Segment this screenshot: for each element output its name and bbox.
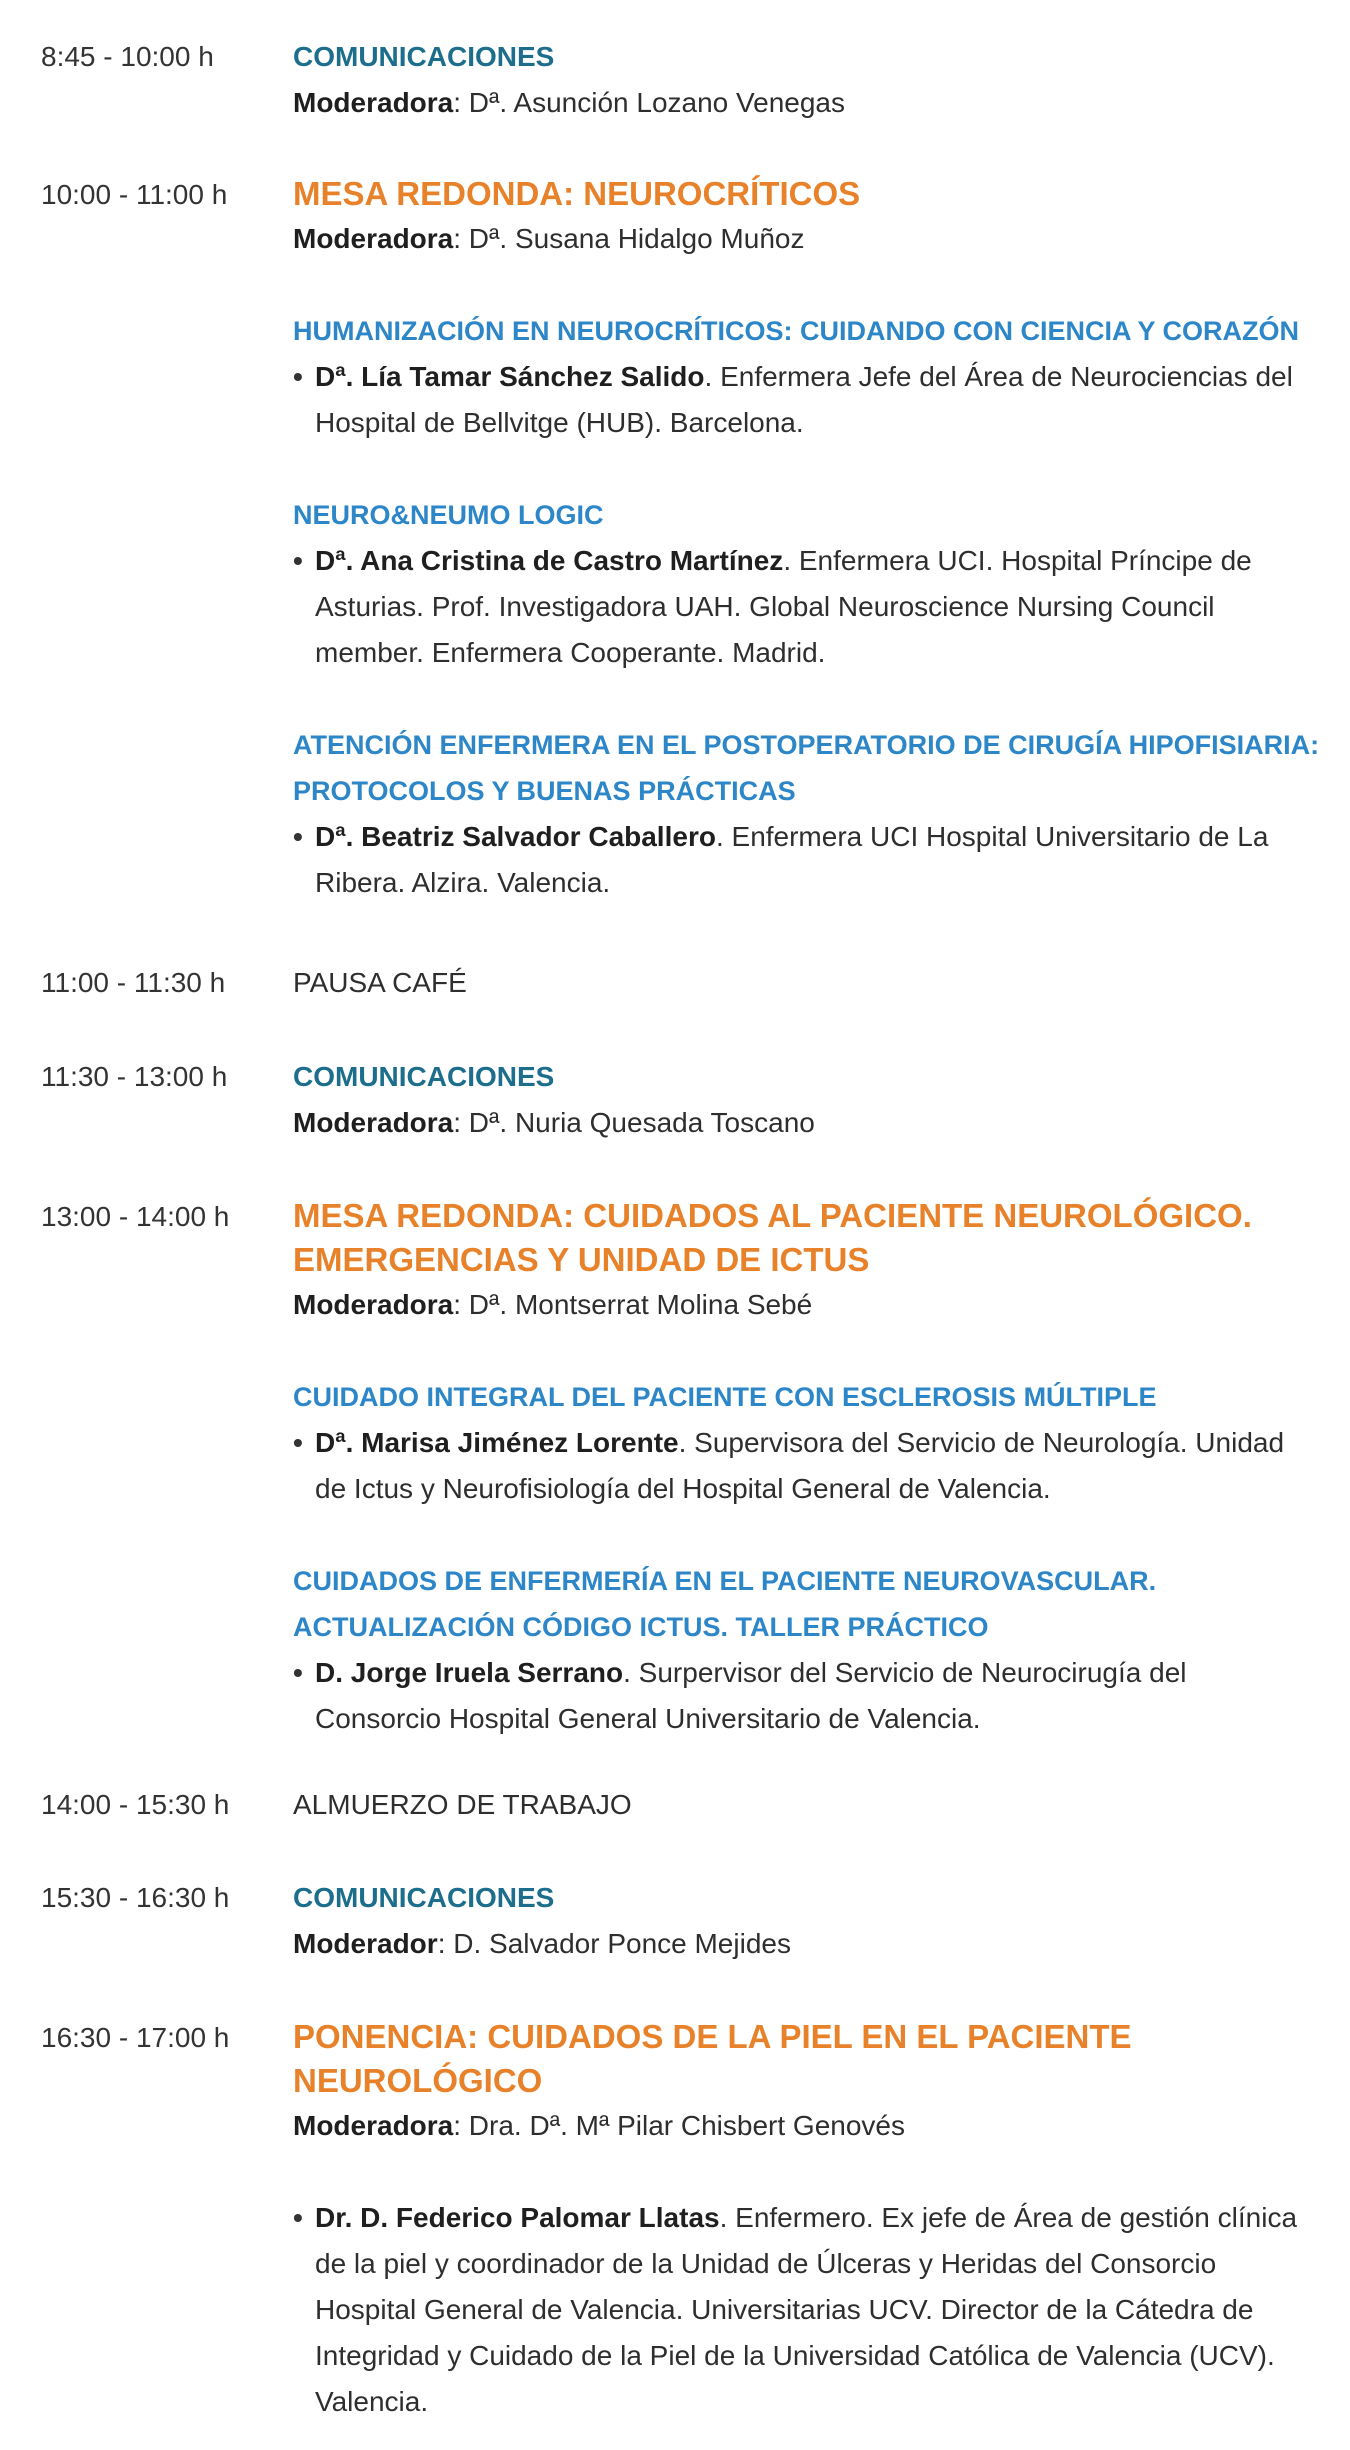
speaker: [293, 1650, 1323, 1742]
talk-title: ACTUALIZACIÓN CÓDIGO ICTUS. TALLER PRÁCTICO: [293, 1612, 989, 1642]
talk-title: PROTOCOLOS Y BUENAS PRÁCTICAS: [293, 776, 796, 806]
session-content: [293, 1054, 1323, 1146]
speaker: [293, 538, 1323, 676]
speaker: [293, 814, 1323, 906]
speaker-bio: Consorcio Hospital General Universitario de Valencia.: [315, 1703, 981, 1734]
speaker-bio: Hospital de Bellvitge (HUB). Barcelona.: [315, 407, 804, 438]
time-slot: 8:45 - 10:00 h: [41, 41, 214, 72]
speaker-bio: . Surpervisor del Servicio de Neurocirugía del: [623, 1657, 1187, 1688]
speaker: [293, 354, 1323, 446]
speaker-bio: . Enfermera UCI Hospital Universitario de La: [715, 821, 1269, 852]
session-content: [293, 172, 1323, 906]
talk-title: CUIDADO INTEGRAL DEL PACIENTE CON ESCLEROSIS MÚLTIPLE: [293, 1382, 1157, 1412]
time-slot: 11:00 - 11:30 h: [41, 967, 226, 998]
speaker-name: Dª. Lía Tamar Sánchez Salido: [315, 361, 705, 392]
talk: [293, 1558, 1323, 1742]
moderator-name: : Dª. Montserrat Molina Sebé: [453, 1289, 813, 1320]
talk: [293, 308, 1323, 446]
speaker-name: Dª. Marisa Jiménez Lorente: [315, 1427, 679, 1458]
moderator-line: [293, 1921, 1323, 1967]
moderator-label: Moderadora: [293, 1289, 454, 1320]
speaker: [293, 1420, 1323, 1512]
moderator-name: : Dª. Susana Hidalgo Muñoz: [453, 223, 805, 254]
moderator-name: : D. Salvador Ponce Mejides: [437, 1928, 791, 1959]
moderator-label: Moderadora: [293, 1107, 454, 1138]
moderator-name: : Dª. Nuria Quesada Toscano: [453, 1107, 815, 1138]
session-heading: COMUNICACIONES: [293, 1061, 555, 1092]
speaker-bio: . Supervisora del Servicio de Neurología. Unidad: [678, 1427, 1285, 1458]
speaker-bio: Valencia.: [315, 2386, 429, 2417]
talk: [293, 492, 1323, 676]
moderator-name: : Dra. Dª. Mª Pilar Chisbert Genovés: [453, 2110, 905, 2141]
moderator-name: : Dª. Asunción Lozano Venegas: [453, 87, 846, 118]
session-content: [293, 34, 1323, 126]
speaker-bio: Ribera. Alzira. Valencia.: [315, 867, 611, 898]
session-content: [293, 1782, 1323, 1828]
talk-title: ATENCIÓN ENFERMERA EN EL POSTOPERATORIO DE CIRUGÍA HIPOFISIARIA:: [293, 730, 1320, 760]
speaker-bio: Asturias. Prof. Investigadora UAH. Global Neuroscience Nursing Council: [315, 591, 1215, 622]
time-slot: 10:00 - 11:00 h: [41, 179, 228, 210]
talk: [293, 722, 1323, 906]
speaker-name: Dª. Ana Cristina de Castro Martínez: [315, 545, 784, 576]
moderator-label: Moderadora: [293, 87, 454, 118]
speaker-name: Dª. Beatriz Salvador Caballero: [315, 821, 716, 852]
speaker-bio: . Enfermera UCI. Hospital Príncipe de: [783, 545, 1252, 576]
talk-heading: PONENCIA: CUIDADOS DE LA PIEL EN EL PACIENTE: [293, 2018, 1132, 2055]
session-heading: COMUNICACIONES: [293, 41, 555, 72]
talk-title: NEURO&NEUMO LOGIC: [293, 500, 604, 530]
moderator-line: [293, 2103, 1323, 2149]
speaker-name: D. Jorge Iruela Serrano: [315, 1657, 624, 1688]
moderator-line: [293, 80, 1323, 126]
break-label: PAUSA CAFÉ: [293, 967, 467, 998]
talk-title: HUMANIZACIÓN EN NEUROCRÍTICOS: CUIDANDO CON CIENCIA Y CORAZÓN: [293, 316, 1300, 346]
time-slot: 14:00 - 15:30 h: [41, 1789, 230, 1820]
speaker-bio: de la piel y coordinador de la Unidad de Úlceras y Heridas del Consorcio: [315, 2248, 1217, 2279]
moderator-label: Moderador: [293, 1928, 438, 1959]
break-label: ALMUERZO DE TRABAJO: [293, 1789, 632, 1820]
talk-title: CUIDADOS DE ENFERMERÍA EN EL PACIENTE NEUROVASCULAR.: [293, 1566, 1157, 1596]
bullet-icon: •: [293, 821, 303, 852]
session-content: [293, 960, 1323, 1006]
speaker: [293, 2195, 1323, 2425]
session-heading: COMUNICACIONES: [293, 1882, 555, 1913]
moderator-label: Moderadora: [293, 223, 454, 254]
round-table-heading: EMERGENCIAS Y UNIDAD DE ICTUS: [293, 1241, 870, 1278]
time-slot: 15:30 - 16:30 h: [41, 1882, 230, 1913]
time-slot: 13:00 - 14:00 h: [41, 1201, 230, 1232]
bullet-icon: •: [293, 361, 303, 392]
moderator-line: [293, 216, 1323, 262]
speaker-bio: de Ictus y Neurofisiología del Hospital General de Valencia.: [315, 1473, 1051, 1504]
moderator-line: [293, 1100, 1323, 1146]
speaker-bio: Hospital General de Valencia. Universitarias UCV. Director de la Cátedra de: [315, 2294, 1254, 2325]
speaker-bio: Integridad y Cuidado de la Piel de la Universidad Católica de Valencia (UCV).: [315, 2340, 1275, 2371]
time-slot: 16:30 - 17:00 h: [41, 2022, 230, 2053]
round-table-heading: MESA REDONDA: NEUROCRÍTICOS: [293, 175, 861, 212]
bullet-icon: •: [293, 545, 303, 576]
speaker-bio: member. Enfermera Cooperante. Madrid.: [315, 637, 826, 668]
bullet-icon: •: [293, 1427, 303, 1458]
speaker-bio: . Enfermera Jefe del Área de Neurociencias del: [704, 361, 1293, 392]
round-table-heading: MESA REDONDA: CUIDADOS AL PACIENTE NEUROLÓGICO.: [293, 1197, 1252, 1234]
talk: [293, 1374, 1323, 1512]
session-content: [293, 1875, 1323, 1967]
moderator-label: Moderadora: [293, 2110, 454, 2141]
bullet-icon: •: [293, 2202, 303, 2233]
moderator-line: [293, 1282, 1323, 1328]
speaker-name: Dr. D. Federico Palomar Llatas: [315, 2202, 720, 2233]
session-content: [293, 1194, 1323, 1742]
talk: [293, 2195, 1323, 2425]
time-slot: 11:30 - 13:00 h: [41, 1061, 228, 1092]
speaker-bio: . Enfermero. Ex jefe de Área de gestión clínica: [719, 2202, 1298, 2233]
bullet-icon: •: [293, 1657, 303, 1688]
talk-heading: NEUROLÓGICO: [293, 2062, 543, 2099]
session-content: [293, 2015, 1323, 2425]
